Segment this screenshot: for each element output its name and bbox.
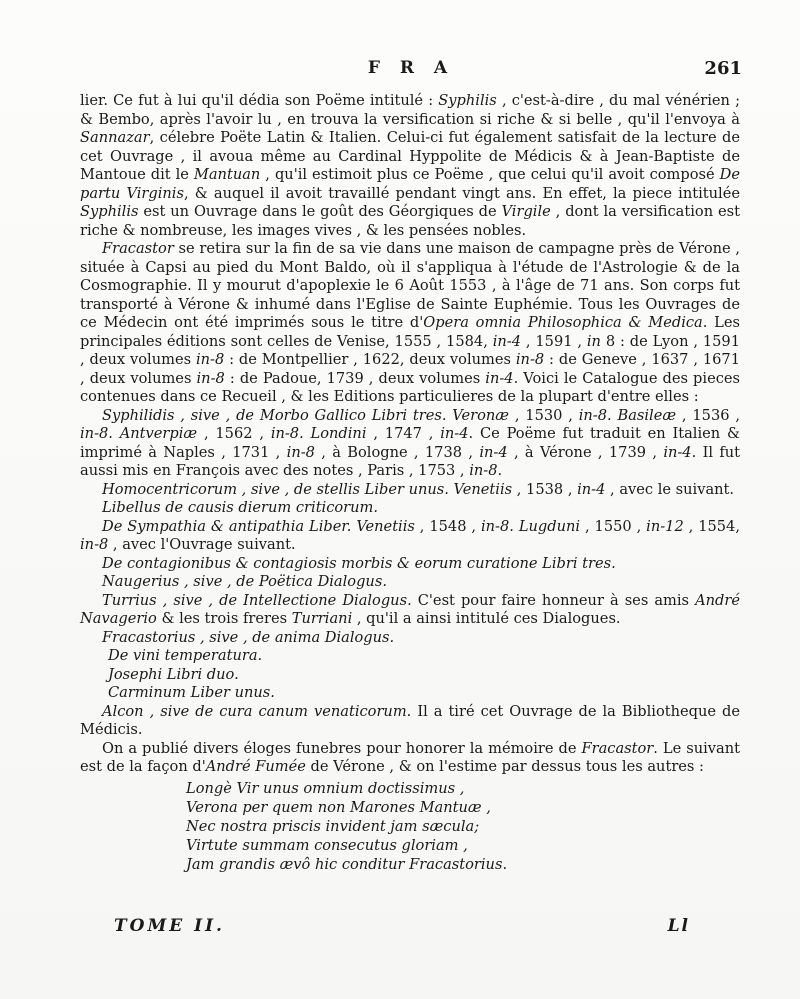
page-body: [80, 92, 740, 875]
verse-line: Nec nostra priscis invident jam sæcula;: [186, 817, 480, 835]
page-number: 261: [704, 58, 742, 79]
paragraph: Naugerius , sive , de Poëtica Dialogus.: [102, 573, 387, 590]
verse-line: Verona per quem non Marones Mantuæ ,: [186, 798, 491, 816]
verse-line: Jam grandis ævô hic conditur Fracastorius.: [186, 856, 508, 874]
paragraph: On a publié divers éloges funebres pour honorer la mémoire de Fracastor. Le suivant est de la façon d'André Fumée de Vérone , & on l'estime par dessus tous les autres :: [80, 739, 741, 775]
page-footer: [114, 916, 690, 940]
running-head: F R A: [367, 58, 455, 78]
paragraph: Josephi Libri duo.: [108, 665, 239, 683]
paragraph: Homocentricorum , sive , de stellis Liber unus. Venetiis , 1538 , in-4 , avec le suivant.: [102, 480, 735, 498]
paragraph: Libellus de causis dierum criticorum.: [102, 499, 379, 516]
verse-line: Longè Vir unus omnium doctissimus ,: [186, 779, 465, 797]
paragraph: De Sympathia & antipathia Liber. Venetiis , 1548 , in-8. Lugduni , 1550 , in-12 , 1554, in-8 , avec l'Ouvrage suivant.: [80, 517, 740, 553]
paragraph: Carminum Liber unus.: [108, 684, 275, 701]
paragraph: Alcon , sive de cura canum venaticorum. Il a tiré cet Ouvrage de la Bibliotheque de Médicis.: [80, 702, 740, 738]
paragraph: Fracastorius , sive , de anima Dialogus.: [102, 628, 395, 646]
paragraph: De vini temperatura.: [108, 647, 263, 664]
signature-mark: Ll: [667, 916, 690, 936]
paragraph: Fracastor se retira sur la fin de sa vie dans une maison de campagne près de Vérone , située à Capsi au pied du Mont Baldo, où il s'appliqua à l'étude de l'Astrologie & de la Cosmographie. Il y mourut d'apoplexie le 6 Août 1553 , à l'âge de 71 ans. Son corps fut transporté à Vérone & inhumé dans l'Eglise de Sainte Euphémie. Tous les Ouvrages de ce Médecin ont été imprimés sous le titre d'Opera omnia Philosophica & Medica. Les principales éditions sont celles de Venise, 1555 , 1584, in-4 , 1591 , in 8 : de Lyon , 1591 , deux volumes in-8 : de Montpellier , 1622, deux volumes in-8 : de Geneve , 1637 , 1671 , deux volumes in-8 : de Padoue, 1739 , deux volumes in-4. Voici le Catalogue des pieces contenues dans ce Recueil , & les Editions particulieres de la plupart d'entre elles :: [80, 240, 741, 405]
paragraph: De contagionibus & contagiosis morbis & eorum curatione Libri tres.: [102, 554, 616, 572]
paragraph: Turrius , sive , de Intellectione Dialogus. C'est pour faire honneur à ses amis André Navagerio & les trois freres Turriani , qu'il a ainsi intitulé ces Dialogues.: [80, 591, 740, 627]
volume-label: TOME II.: [114, 916, 225, 936]
page-header: [80, 58, 742, 84]
epitaph-verse: [80, 779, 740, 875]
text-paragraphs: [80, 92, 740, 777]
verse-line: Virtute summam consecutus gloriam ,: [186, 837, 468, 855]
paragraph: lier. Ce fut à lui qu'il dédia son Poëme intitulé : Syphilis , c'est-à-dire , du mal vénérien ; & Bembo, après l'avoir lu , en trouva la versification si riche & si belle , qu'il l'envoya à Sannazar, célebre Poëte Latin & Italien. Celui-ci fut également satisfait de la lecture de cet Ouvrage , il avoua même au Cardinal Hyppolite de Médicis & à Jean-Baptiste de Mantoue dit le Mantuan , qu'il estimoit plus ce Poëme , que celui qu'il avoit composé De partu Virginis, & auquel il avoit travaillé pendant vingt ans. En effet, la piece intitulée Syphilis est un Ouvrage dans le goût des Géorgiques de Virgile , dont la versification est riche & nombreuse, les images vives , & les pensées nobles.: [80, 92, 740, 239]
paragraph: Syphilidis , sive , de Morbo Gallico Libri tres. Veronæ , 1530 , in-8. Basileæ , 1536 , in-8. Antverpiæ , 1562 , in-8. Londini , 1747 , in-4. Ce Poëme fut traduit en Italien & imprimé à Naples , 1731 , in-8 , à Bologne , 1738 , in-4 , à Vérone , 1739 , in-4. Il fut aussi mis en François avec des notes , Paris , 1753 , in-8.: [80, 406, 740, 479]
